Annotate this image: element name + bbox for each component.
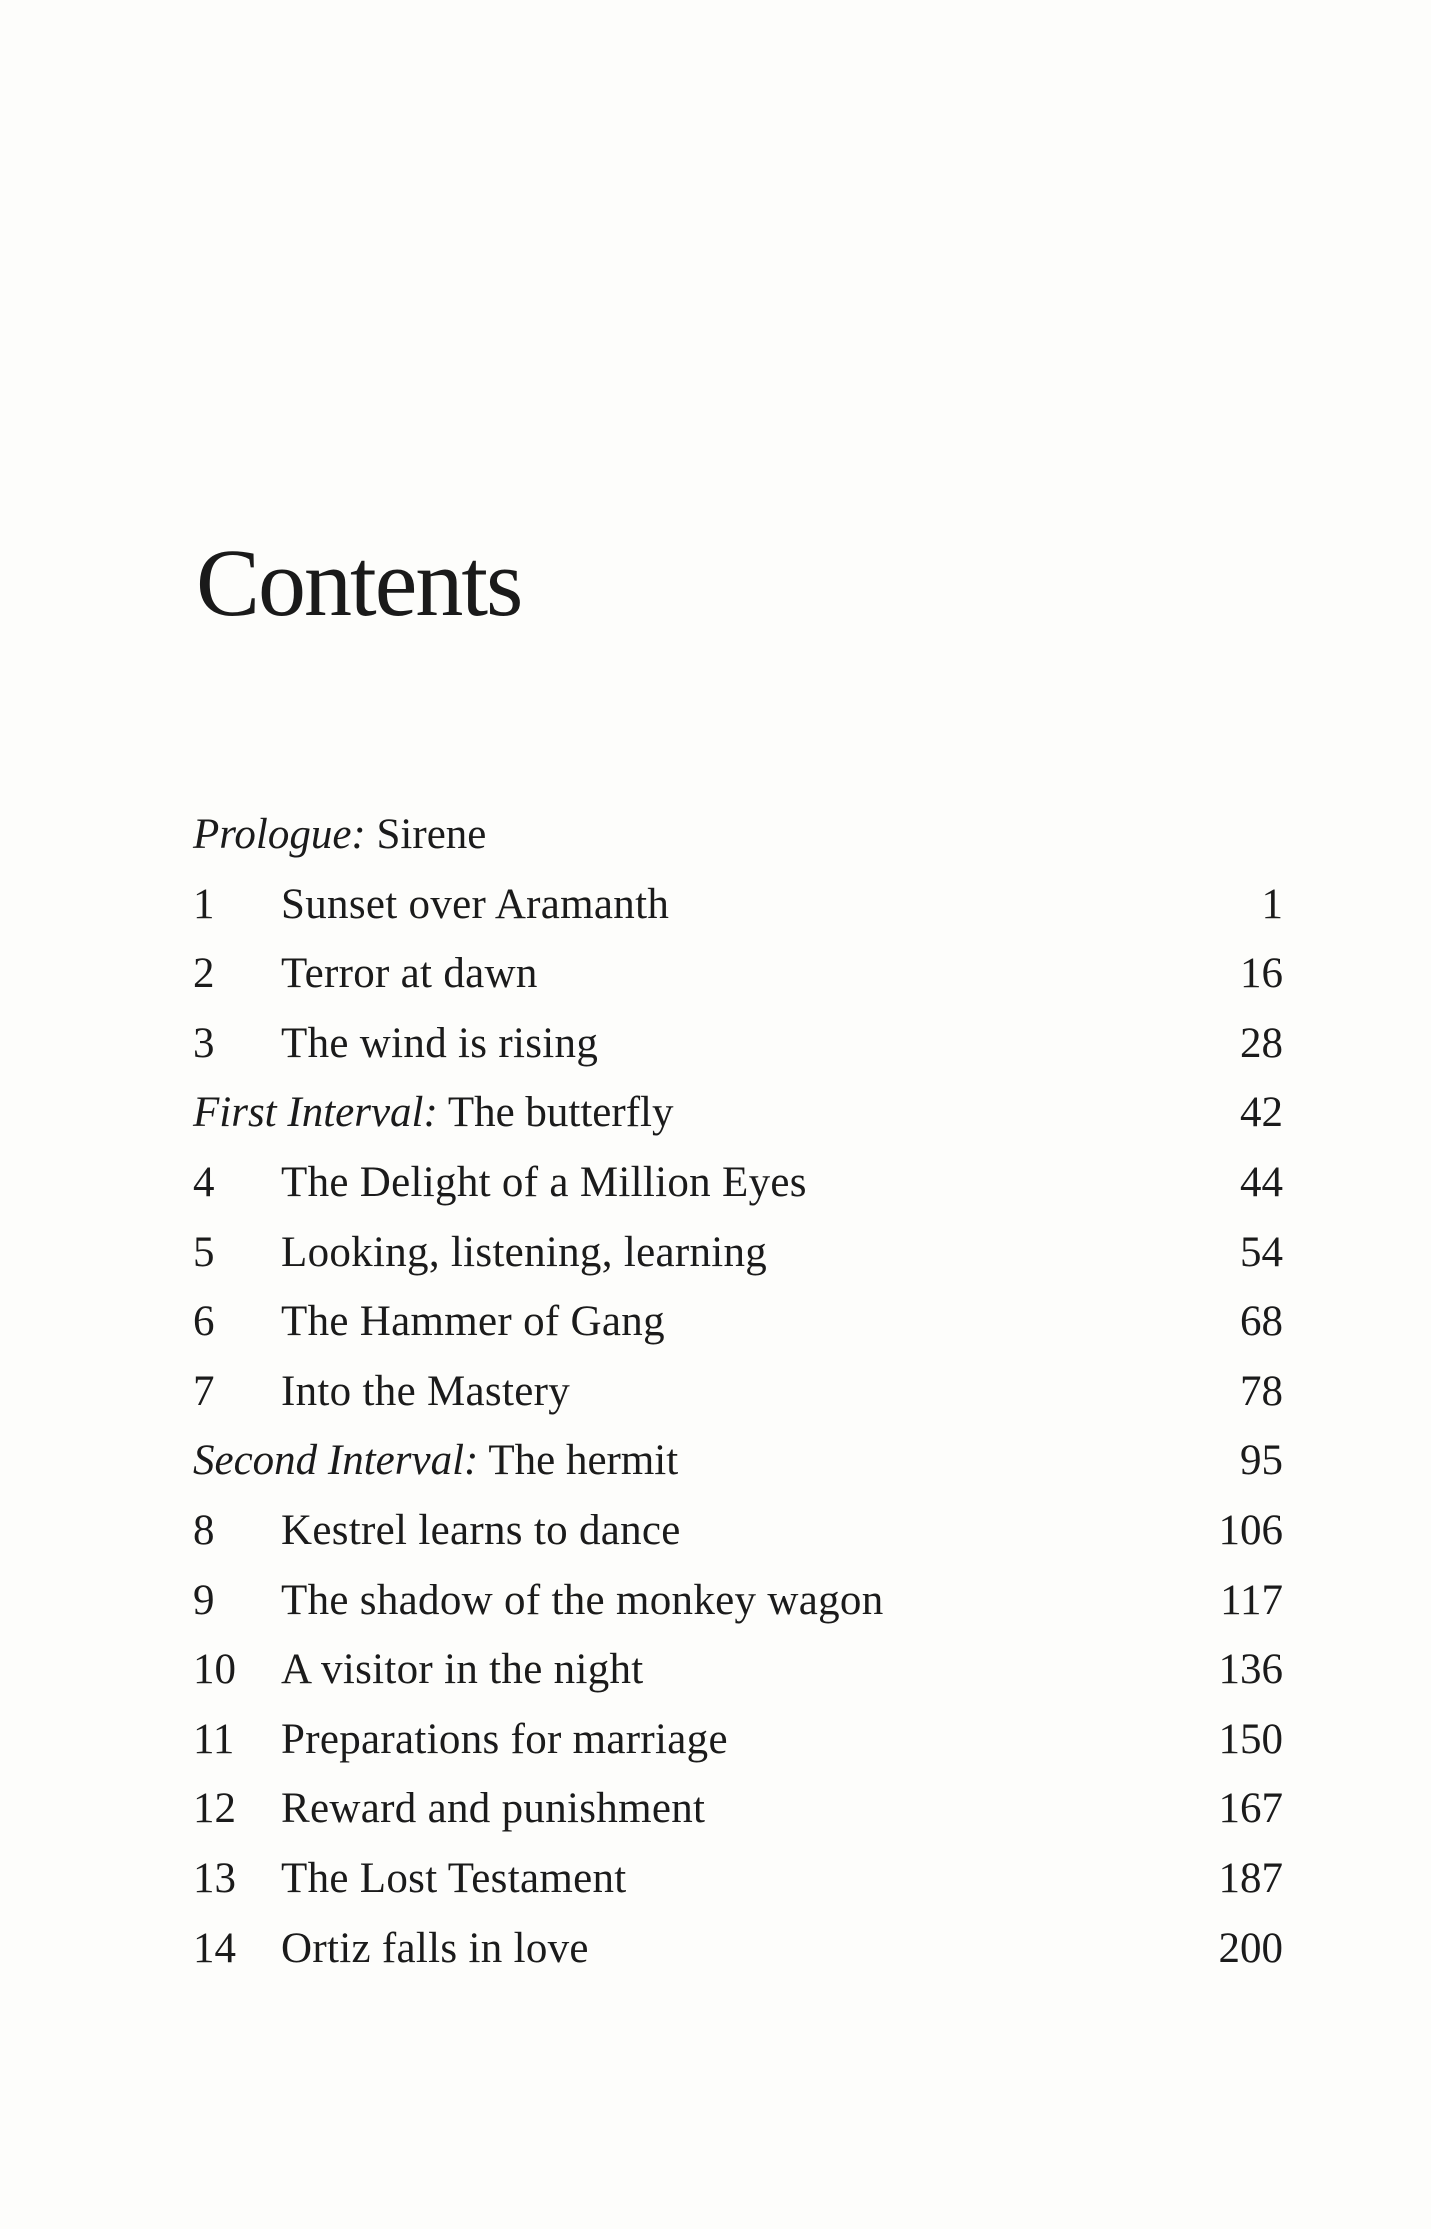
chapter-number: 8	[193, 1506, 215, 1554]
interval-prefix: Second Interval:	[193, 1437, 479, 1485]
page-number: 1	[1261, 880, 1283, 928]
toc-entry-chapter-14[interactable]	[193, 1914, 1283, 1984]
interval-title: The hermit	[488, 1437, 679, 1485]
page-number: 187	[1218, 1854, 1283, 1902]
page-title: Contents	[196, 529, 522, 636]
toc-entry-chapter-11[interactable]	[193, 1705, 1283, 1775]
page-number: 78	[1240, 1367, 1283, 1415]
chapter-number: 14	[193, 1924, 236, 1972]
toc-entry-prologue[interactable]	[193, 800, 1283, 870]
chapter-number: 13	[193, 1854, 236, 1902]
toc-entry-chapter-12[interactable]	[193, 1774, 1283, 1844]
chapter-number: 4	[193, 1158, 215, 1206]
chapter-number: 7	[193, 1367, 215, 1415]
interval-title: Sirene	[376, 811, 487, 858]
chapter-title: Into the Mastery	[281, 1367, 571, 1415]
chapter-title: The Delight of a Million Eyes	[281, 1158, 807, 1206]
interval-heading	[193, 1078, 673, 1148]
chapter-title: Ortiz falls in love	[281, 1924, 589, 1972]
toc-entry-chapter-4[interactable]	[193, 1148, 1283, 1218]
toc-entry-chapter-1[interactable]	[193, 870, 1283, 940]
toc-entry-chapter-10[interactable]	[193, 1635, 1283, 1705]
chapter-title: The Lost Testament	[281, 1854, 627, 1902]
chapter-number: 3	[193, 1019, 215, 1067]
table-of-contents	[193, 800, 1283, 1983]
chapter-title: Kestrel learns to dance	[281, 1506, 681, 1554]
page-number: 28	[1240, 1019, 1283, 1067]
chapter-number: 12	[193, 1785, 236, 1833]
toc-entry-chapter-5[interactable]	[193, 1218, 1283, 1288]
page-number: 117	[1220, 1576, 1283, 1624]
page-number: 167	[1218, 1785, 1283, 1833]
page-number: 150	[1218, 1715, 1283, 1763]
chapter-title: The Hammer of Gang	[281, 1298, 665, 1346]
toc-entry-chapter-8[interactable]	[193, 1496, 1283, 1566]
interval-prefix: Prologue:	[193, 811, 366, 858]
chapter-title: Sunset over Aramanth	[281, 880, 670, 928]
toc-entry-chapter-2[interactable]	[193, 939, 1283, 1009]
page-number: 42	[1240, 1089, 1283, 1137]
page-number: 54	[1240, 1228, 1283, 1276]
chapter-title: Reward and punishment	[281, 1785, 706, 1833]
toc-entry-chapter-9[interactable]	[193, 1566, 1283, 1636]
page-number: 136	[1218, 1646, 1283, 1694]
toc-entry-chapter-6[interactable]	[193, 1287, 1283, 1357]
toc-entry-first-interval[interactable]	[193, 1078, 1283, 1148]
chapter-title: Looking, listening, learning	[281, 1228, 768, 1276]
toc-entry-chapter-3[interactable]	[193, 1009, 1283, 1079]
chapter-number: 2	[193, 950, 215, 998]
chapter-title: The shadow of the monkey wagon	[281, 1576, 884, 1624]
chapter-title: The wind is rising	[281, 1019, 599, 1067]
chapter-title: Preparations for marriage	[281, 1715, 728, 1763]
chapter-title: A visitor in the night	[281, 1646, 644, 1694]
chapter-number: 1	[193, 880, 215, 928]
interval-prefix: First Interval:	[193, 1089, 438, 1137]
page-number: 68	[1240, 1298, 1283, 1346]
page-number: 95	[1240, 1437, 1283, 1485]
interval-title: The butterfly	[447, 1089, 674, 1137]
page-number: 200	[1218, 1924, 1283, 1972]
chapter-number: 9	[193, 1576, 215, 1624]
chapter-number: 6	[193, 1298, 215, 1346]
chapter-number: 10	[193, 1646, 236, 1694]
page-number: 106	[1218, 1506, 1283, 1554]
chapter-title: Terror at dawn	[281, 950, 538, 998]
page-number: 16	[1240, 950, 1283, 998]
toc-entry-second-interval[interactable]	[193, 1426, 1283, 1496]
chapter-number: 5	[193, 1228, 215, 1276]
interval-heading	[193, 800, 486, 870]
toc-entry-chapter-7[interactable]	[193, 1357, 1283, 1427]
page-number: 44	[1240, 1158, 1283, 1206]
interval-heading	[193, 1426, 678, 1496]
chapter-number: 11	[193, 1715, 235, 1763]
toc-entry-chapter-13[interactable]	[193, 1844, 1283, 1914]
